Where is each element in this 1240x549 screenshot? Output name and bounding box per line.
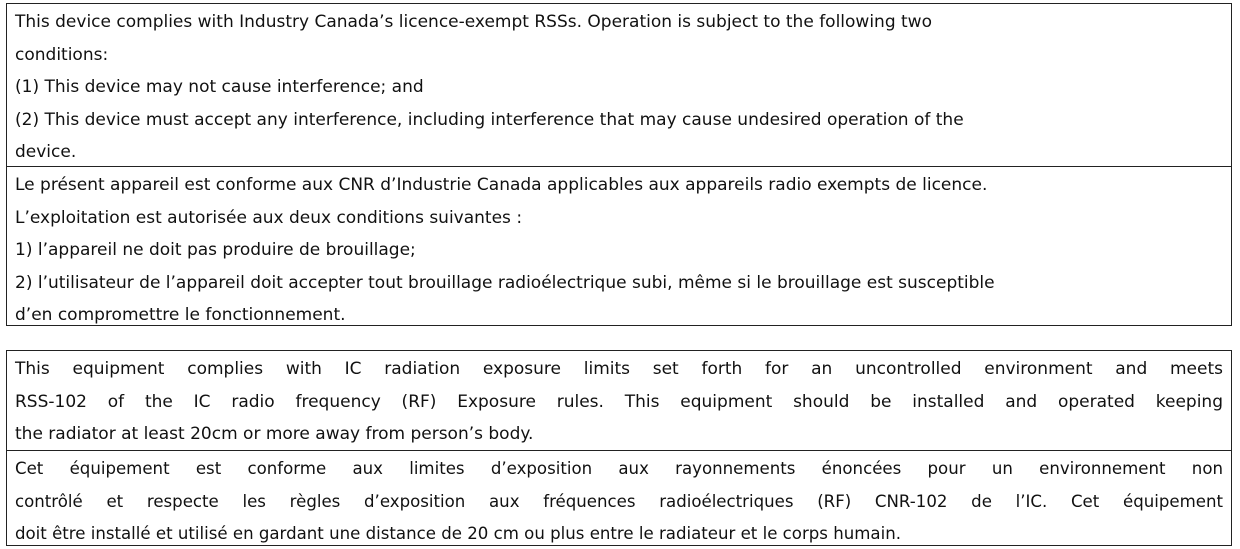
text-line: This equipment complies with IC radiation exposure limits set forth for an uncontrolled environment and meets [15,359,1223,379]
text-line: Le présent appareil est conforme aux CNR d’Industrie Canada applicables aux appareils radio exempts de licence. [15,175,988,195]
text-line: 2) l’utilisateur de l’appareil doit accepter tout brouillage radioélectrique subi, même si le brouillage est susceptible [15,272,995,293]
rf-exposure-notice [6,350,1232,546]
text-line: 1) l’appareil ne doit pas produire de brouillage; [15,240,416,260]
text-line: d’en compromettre le fonctionnement. [15,305,346,325]
rf-notice-french [7,450,1231,545]
text-line: contrôlé et respecte les règles d’exposition aux fréquences radioélectriques (RF) CNR-102 de l’IC. Cet équipement [15,491,1223,511]
text-line: the radiator at least 20cm or more away from person’s body. [15,424,534,444]
text-line: doit être installé et utilisé en gardant une distance de 20 cm ou plus entre le radiateur et le corps humain. [15,524,901,543]
text-line: conditions: [15,44,109,65]
rf-notice-english [7,351,1231,450]
text-line: Cet équipement est conforme aux limites d’exposition aux rayonnements énoncées pour un environnement non [15,459,1223,478]
text-line: L’exploitation est autorisée aux deux conditions suivantes : [15,207,523,228]
text-line: device. [15,142,77,162]
text-line: RSS-102 of the IC radio frequency (RF) Exposure rules. This equipment should be installed and operated keeping [15,391,1223,412]
ic-notice-french [7,166,1231,325]
text-line: (1) This device may not cause interference; and [15,77,424,97]
ic-notice-english [7,4,1231,166]
ic-compliance-notice [6,3,1232,326]
text-line: This device complies with Industry Canada’s licence-exempt RSSs. Operation is subject to the following two [15,12,932,32]
text-line: (2) This device must accept any interference, including interference that may cause undesired operation of the [15,109,964,130]
